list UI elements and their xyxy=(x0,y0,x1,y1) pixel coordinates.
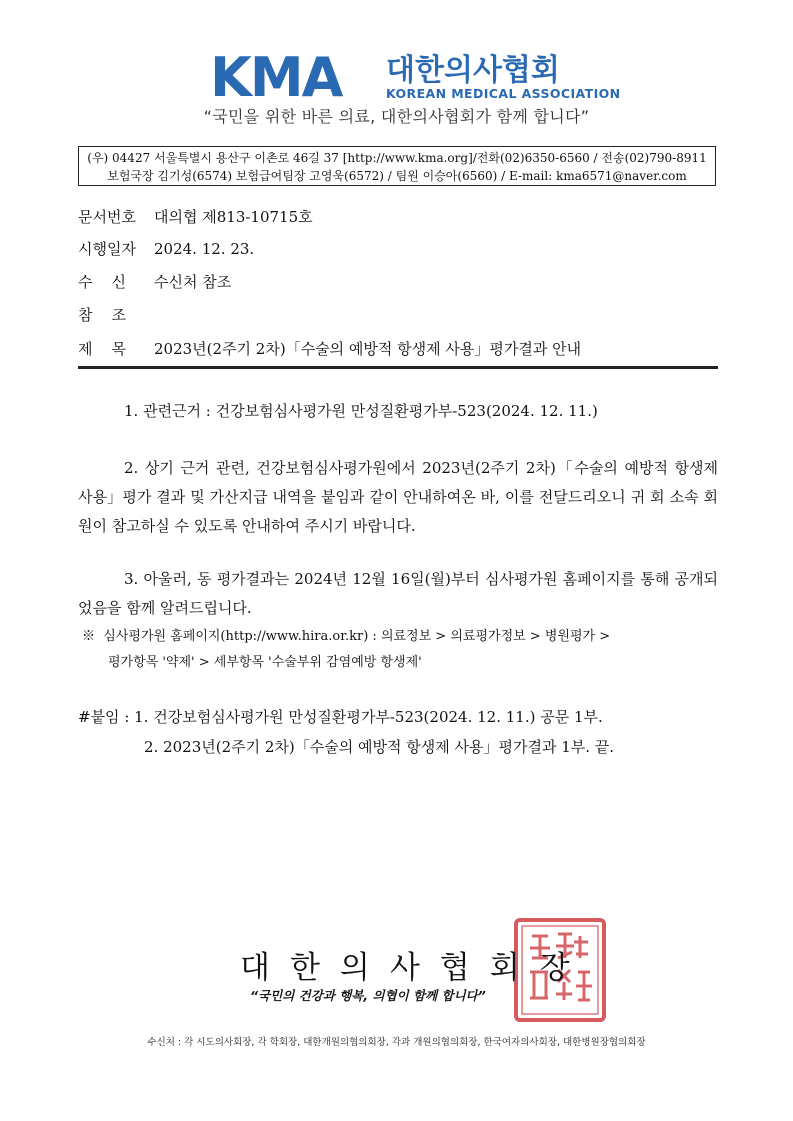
recipient-row xyxy=(78,271,231,292)
subject-value: 2023년(2주기 2차)「수술의 예방적 항생제 사용」평가결과 안내 xyxy=(154,340,582,358)
kma-logo xyxy=(210,46,621,109)
header-slogan: “국민을 위한 바른 의료, 대한의사협회가 함께 합니다” xyxy=(203,107,590,126)
contact-line-1: (우) 04427 서울특별시 용산구 이촌로 46길 37 [http://www.kma.org]/전화(02)6350-6560 / 전송(02)790-8911 xyxy=(87,151,707,165)
reference-row xyxy=(78,304,154,325)
attachment-row-1 xyxy=(78,706,603,727)
paragraph-3: 3. 아울러, 동 평가결과는 2024년 12월 16일(월)부터 심사평가원 홈페이지를 통해 공개되었음을 함께 알려드립니다. xyxy=(78,570,718,617)
contact-box xyxy=(78,146,716,186)
logo-org-name-ko: 대한의사협회 xyxy=(386,53,560,88)
note-line-1: 심사평가원 홈페이지(http://www.hira.or.kr) : 의료정보 > 의료평가정보 > 병원평가 > xyxy=(103,629,611,644)
attachment-item-2: 2. 2023년(2주기 2차)「수술의 예방적 항생제 사용」평가결과 1부. 끝. xyxy=(144,738,615,756)
homepage-note xyxy=(82,624,722,676)
note-line-2: 평가항목 '약제' > 세부항목 '수술부위 감염예방 항생제' xyxy=(108,655,422,670)
header-divider xyxy=(78,366,718,369)
date-label: 시행일자 xyxy=(78,240,136,258)
doc-number-row xyxy=(78,206,313,227)
signature-title: 대한의사협회장 xyxy=(240,950,590,986)
attachment-label: #붙임 : xyxy=(78,708,130,726)
date-row xyxy=(78,238,254,259)
paragraph-2: 2. 상기 근거 관련, 건강보험심사평가원에서 2023년(2주기 2차)「수술의 예방적 항생제 사용」평가 결과 및 가산지급 내역을 붙임과 같이 안내하여온 바, 이를 전달드리오니 귀 회 소속 회원이 참고하실 수 있도록 안내하여 주시기 바랍니다. xyxy=(78,459,718,535)
logo-letters: KMA xyxy=(210,46,342,109)
paragraph-1: 1. 관련근거 : 건강보험심사평가원 만성질환평가부-523(2024. 12. 11.) xyxy=(124,402,598,420)
doc-number-label: 문서번호 xyxy=(78,208,136,226)
attachment-item-1: 1. 건강보험심사평가원 만성질환평가부-523(2024. 12. 11.) 공문 1부. xyxy=(134,708,603,726)
recipient-label: 수 신 xyxy=(78,273,127,291)
logo-org-name-en: KOREAN MEDICAL ASSOCIATION xyxy=(386,86,621,101)
date-value: 2024. 12. 23. xyxy=(154,240,255,258)
recipients-list: 수신처 : 각 시도의사회장, 각 학회장, 대한개원의협의회장, 각과 개원의협의회장, 한국여자의사회장, 대한병원장협의회장 xyxy=(147,1037,646,1048)
reference-label: 참 조 xyxy=(78,306,127,324)
subject-label: 제 목 xyxy=(78,340,127,358)
doc-number: 대의협 제813-10715호 xyxy=(154,208,313,226)
signature-slogan: “국민의 건강과 행복, 의협이 함께 합니다” xyxy=(250,988,486,1003)
note-mark: ※ xyxy=(82,629,96,644)
recipient-value: 수신처 참조 xyxy=(154,273,232,291)
contact-line-2: 보험국장 김기성(6574) 보험급여팀장 고영욱(6572) / 팀원 이승아(6560) / E-mail: kma6571@naver.com xyxy=(107,169,687,183)
subject-row xyxy=(78,338,581,359)
